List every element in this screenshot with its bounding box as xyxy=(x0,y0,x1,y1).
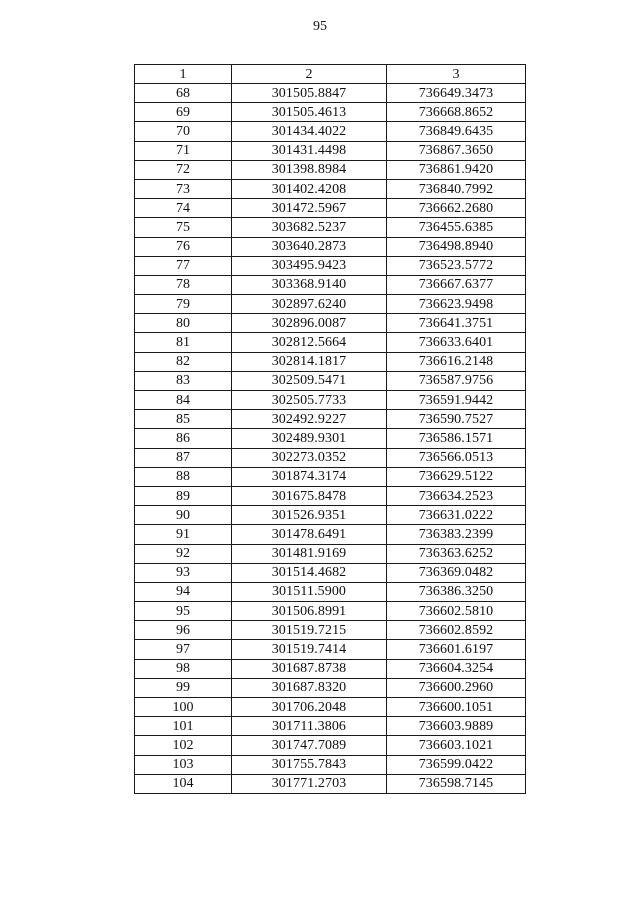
point-number-cell: 95 xyxy=(135,602,232,621)
coordinate-y-cell: 736603.1021 xyxy=(387,736,526,755)
point-number-cell: 96 xyxy=(135,621,232,640)
table-row xyxy=(135,602,526,621)
coordinate-y-cell: 736623.9498 xyxy=(387,295,526,314)
coordinate-x-cell: 301771.2703 xyxy=(232,774,387,793)
point-number-cell: 98 xyxy=(135,659,232,678)
coordinate-y-cell: 736587.9756 xyxy=(387,371,526,390)
coordinate-x-cell: 301511.5900 xyxy=(232,582,387,601)
table-row xyxy=(135,122,526,141)
point-number-cell: 86 xyxy=(135,429,232,448)
table-row xyxy=(135,352,526,371)
table-header-row xyxy=(135,65,526,84)
point-number-cell: 75 xyxy=(135,218,232,237)
point-number-cell: 93 xyxy=(135,563,232,582)
coordinate-y-cell: 736586.1571 xyxy=(387,429,526,448)
table-row xyxy=(135,237,526,256)
coordinate-y-cell: 736840.7992 xyxy=(387,179,526,198)
point-number-cell: 74 xyxy=(135,199,232,218)
point-number-cell: 102 xyxy=(135,736,232,755)
coordinate-x-cell: 302505.7733 xyxy=(232,391,387,410)
table-row xyxy=(135,640,526,659)
coordinate-x-cell: 301874.3174 xyxy=(232,467,387,486)
point-number-cell: 101 xyxy=(135,717,232,736)
coordinate-y-cell: 736649.3473 xyxy=(387,84,526,103)
coordinate-x-cell: 301526.9351 xyxy=(232,506,387,525)
coordinate-y-cell: 736667.6377 xyxy=(387,275,526,294)
coordinate-y-cell: 736867.3650 xyxy=(387,141,526,160)
coordinate-x-cell: 302273.0352 xyxy=(232,448,387,467)
coordinate-y-cell: 736662.2680 xyxy=(387,199,526,218)
table-row xyxy=(135,295,526,314)
table-row xyxy=(135,582,526,601)
coordinate-y-cell: 736641.3751 xyxy=(387,314,526,333)
coordinate-y-cell: 736590.7527 xyxy=(387,410,526,429)
coordinate-y-cell: 736566.0513 xyxy=(387,448,526,467)
table-row xyxy=(135,486,526,505)
table-row xyxy=(135,391,526,410)
point-number-cell: 80 xyxy=(135,314,232,333)
coordinate-x-cell: 301402.4208 xyxy=(232,179,387,198)
page-number: 95 xyxy=(313,19,327,34)
point-number-cell: 92 xyxy=(135,544,232,563)
table-body xyxy=(135,84,526,794)
table-row xyxy=(135,218,526,237)
coordinate-x-cell: 302489.9301 xyxy=(232,429,387,448)
coordinate-x-cell: 301506.8991 xyxy=(232,602,387,621)
point-number-cell: 82 xyxy=(135,352,232,371)
point-number-cell: 69 xyxy=(135,103,232,122)
coordinate-x-cell: 303682.5237 xyxy=(232,218,387,237)
point-number-cell: 89 xyxy=(135,486,232,505)
table-header xyxy=(135,65,526,84)
column-header-1: 1 xyxy=(135,65,232,84)
table-row xyxy=(135,371,526,390)
coordinate-y-cell: 736600.2960 xyxy=(387,678,526,697)
coordinate-x-cell: 301478.6491 xyxy=(232,525,387,544)
point-number-cell: 77 xyxy=(135,256,232,275)
coordinate-y-cell: 736599.0422 xyxy=(387,755,526,774)
coordinate-x-cell: 301398.8984 xyxy=(232,160,387,179)
table-row xyxy=(135,659,526,678)
table-row xyxy=(135,103,526,122)
table-row xyxy=(135,199,526,218)
coordinate-x-cell: 301481.9169 xyxy=(232,544,387,563)
table-row xyxy=(135,717,526,736)
coordinate-y-cell: 736861.9420 xyxy=(387,160,526,179)
point-number-cell: 94 xyxy=(135,582,232,601)
point-number-cell: 83 xyxy=(135,371,232,390)
coordinate-x-cell: 301687.8738 xyxy=(232,659,387,678)
coordinate-x-cell: 301519.7215 xyxy=(232,621,387,640)
coordinate-y-cell: 736633.6401 xyxy=(387,333,526,352)
coordinate-y-cell: 736383.2399 xyxy=(387,525,526,544)
point-number-cell: 84 xyxy=(135,391,232,410)
coordinate-x-cell: 302814.1817 xyxy=(232,352,387,371)
point-number-cell: 85 xyxy=(135,410,232,429)
coordinate-y-cell: 736598.7145 xyxy=(387,774,526,793)
coordinate-x-cell: 303495.9423 xyxy=(232,256,387,275)
coordinate-x-cell: 303640.2873 xyxy=(232,237,387,256)
coordinate-y-cell: 736668.8652 xyxy=(387,103,526,122)
point-number-cell: 104 xyxy=(135,774,232,793)
table-row xyxy=(135,410,526,429)
table-row xyxy=(135,179,526,198)
point-number-cell: 88 xyxy=(135,467,232,486)
point-number-cell: 78 xyxy=(135,275,232,294)
point-number-cell: 99 xyxy=(135,678,232,697)
coordinate-y-cell: 736631.0222 xyxy=(387,506,526,525)
coordinate-x-cell: 301747.7089 xyxy=(232,736,387,755)
coordinate-x-cell: 301514.4682 xyxy=(232,563,387,582)
coordinate-x-cell: 303368.9140 xyxy=(232,275,387,294)
point-number-cell: 70 xyxy=(135,122,232,141)
table-row xyxy=(135,141,526,160)
coordinate-x-cell: 301505.8847 xyxy=(232,84,387,103)
coordinate-x-cell: 301755.7843 xyxy=(232,755,387,774)
coordinate-x-cell: 301706.2048 xyxy=(232,698,387,717)
coordinate-x-cell: 301472.5967 xyxy=(232,199,387,218)
coordinate-y-cell: 736616.2148 xyxy=(387,352,526,371)
coordinate-x-cell: 301519.7414 xyxy=(232,640,387,659)
table-row xyxy=(135,448,526,467)
point-number-cell: 103 xyxy=(135,755,232,774)
point-number-cell: 91 xyxy=(135,525,232,544)
coordinate-x-cell: 301505.4613 xyxy=(232,103,387,122)
table-row xyxy=(135,467,526,486)
point-number-cell: 73 xyxy=(135,179,232,198)
coordinate-y-cell: 736369.0482 xyxy=(387,563,526,582)
point-number-cell: 68 xyxy=(135,84,232,103)
coordinate-y-cell: 736634.2523 xyxy=(387,486,526,505)
coordinate-y-cell: 736386.3250 xyxy=(387,582,526,601)
coordinate-x-cell: 302492.9227 xyxy=(232,410,387,429)
coordinate-y-cell: 736363.6252 xyxy=(387,544,526,563)
coordinate-x-cell: 302509.5471 xyxy=(232,371,387,390)
coordinate-y-cell: 736602.5810 xyxy=(387,602,526,621)
coordinate-y-cell: 736601.6197 xyxy=(387,640,526,659)
table-row xyxy=(135,563,526,582)
coordinate-y-cell: 736602.8592 xyxy=(387,621,526,640)
coordinate-y-cell: 736498.8940 xyxy=(387,237,526,256)
coordinate-x-cell: 301675.8478 xyxy=(232,486,387,505)
coordinate-x-cell: 301431.4498 xyxy=(232,141,387,160)
table-row xyxy=(135,160,526,179)
coordinate-y-cell: 736455.6385 xyxy=(387,218,526,237)
table-row xyxy=(135,333,526,352)
coordinate-y-cell: 736591.9442 xyxy=(387,391,526,410)
table-row xyxy=(135,256,526,275)
coordinate-x-cell: 301687.8320 xyxy=(232,678,387,697)
table-row xyxy=(135,429,526,448)
point-number-cell: 100 xyxy=(135,698,232,717)
coordinate-x-cell: 301711.3806 xyxy=(232,717,387,736)
table-row xyxy=(135,84,526,103)
table-row xyxy=(135,736,526,755)
coordinate-x-cell: 302812.5664 xyxy=(232,333,387,352)
table-row xyxy=(135,621,526,640)
point-number-cell: 90 xyxy=(135,506,232,525)
coordinate-y-cell: 736604.3254 xyxy=(387,659,526,678)
point-number-cell: 76 xyxy=(135,237,232,256)
coordinate-y-cell: 736849.6435 xyxy=(387,122,526,141)
column-header-2: 2 xyxy=(232,65,387,84)
table-row xyxy=(135,755,526,774)
table-row xyxy=(135,544,526,563)
coordinate-x-cell: 301434.4022 xyxy=(232,122,387,141)
coordinate-y-cell: 736629.5122 xyxy=(387,467,526,486)
coordinate-y-cell: 736523.5772 xyxy=(387,256,526,275)
point-number-cell: 87 xyxy=(135,448,232,467)
coordinates-table xyxy=(134,64,526,794)
table-row xyxy=(135,275,526,294)
table-row xyxy=(135,698,526,717)
table-row xyxy=(135,314,526,333)
point-number-cell: 81 xyxy=(135,333,232,352)
table-row xyxy=(135,525,526,544)
point-number-cell: 72 xyxy=(135,160,232,179)
coordinate-x-cell: 302896.0087 xyxy=(232,314,387,333)
coordinate-x-cell: 302897.6240 xyxy=(232,295,387,314)
table-row xyxy=(135,506,526,525)
coordinate-y-cell: 736603.9889 xyxy=(387,717,526,736)
point-number-cell: 79 xyxy=(135,295,232,314)
point-number-cell: 97 xyxy=(135,640,232,659)
point-number-cell: 71 xyxy=(135,141,232,160)
coordinate-y-cell: 736600.1051 xyxy=(387,698,526,717)
table-row xyxy=(135,678,526,697)
table-row xyxy=(135,774,526,793)
column-header-3: 3 xyxy=(387,65,526,84)
